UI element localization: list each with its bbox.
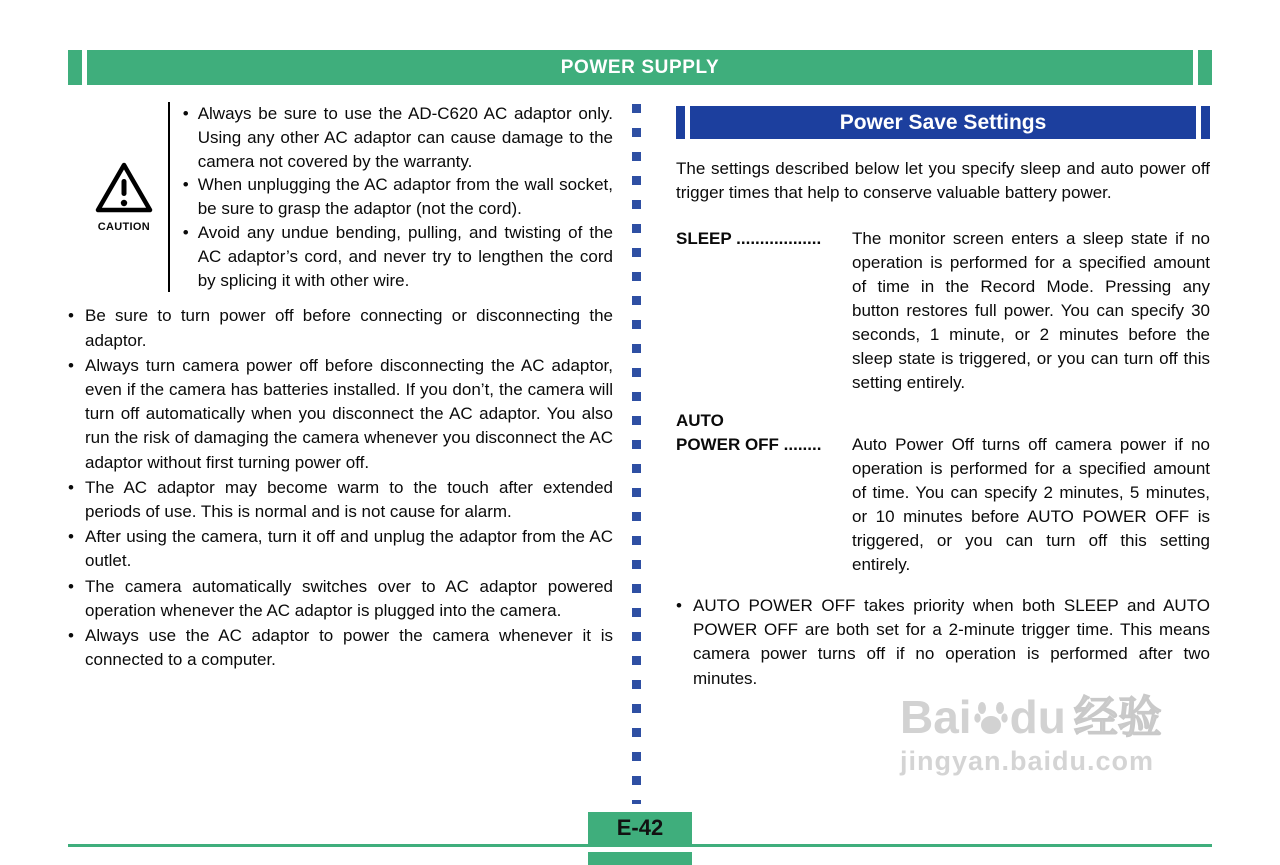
list-item-text: When unplugging the AC adaptor from the wall socket, be sure to grasp the adaptor (not the cord). bbox=[197, 175, 613, 219]
caution-block bbox=[84, 102, 613, 292]
section-bar bbox=[690, 106, 1196, 139]
section-intro: The settings described below let you specify sleep and auto power off trigger times that help to conserve valuable battery power. bbox=[676, 159, 1210, 202]
bullet-glyph: • bbox=[68, 626, 74, 646]
left-column bbox=[68, 102, 613, 673]
list-item-text: Avoid any undue bending, pulling, and twisting of the AC adaptor’s cord, and never try to lengthen the cord by splicing it with other wire. bbox=[197, 222, 613, 290]
bullet-glyph: • bbox=[182, 104, 189, 123]
bullet-glyph: • bbox=[68, 576, 74, 596]
list-item bbox=[183, 173, 613, 221]
list-item-text: Always use the AC adaptor to power the camera whenever it is connected to a computer. bbox=[85, 626, 613, 670]
baidu-watermark bbox=[900, 691, 1162, 777]
footer-tab bbox=[588, 852, 692, 865]
right-column bbox=[676, 106, 1210, 692]
dotted-divider bbox=[632, 104, 641, 804]
setting-auto-power-off bbox=[676, 433, 1210, 577]
section-left-cap bbox=[676, 106, 685, 139]
bullet-glyph: • bbox=[68, 355, 74, 375]
list-item-text: Be sure to turn power off before connecting or disconnecting the adaptor. bbox=[85, 306, 613, 350]
header-right-cap bbox=[1198, 50, 1212, 85]
setting-description: The monitor screen enters a sleep state if no operation is performed for a specified amount of time in the Record Mode. Pressing any button restores full power. You can specify 30 seconds, 1 minute, or 2 minutes before the sleep state is triggered, or you can turn off this setting entirely. bbox=[852, 229, 1210, 392]
watermark-logo-text: du bbox=[1009, 691, 1066, 743]
header-left-cap bbox=[68, 50, 82, 85]
list-item-text: The AC adaptor may become warm to the touch after extended periods of use. This is normal and is not cause for alarm. bbox=[85, 477, 613, 521]
caution-icon bbox=[95, 162, 153, 219]
list-item-text: After using the camera, turn it off and unplug the adaptor from the AC outlet. bbox=[85, 527, 613, 571]
footer-rule bbox=[68, 844, 1212, 847]
section-title: Power Save Settings bbox=[839, 110, 1047, 134]
power-save-notes bbox=[676, 594, 1210, 691]
header-bar bbox=[87, 50, 1193, 85]
setting-description: Auto Power Off turns off camera power if no operation is performed for a specified amount of time. You can specify 2 minutes, 5 minutes, or 10 minutes before AUTO POWER OFF is triggered, or you can turn off this setting entirely. bbox=[852, 435, 1210, 574]
bullet-glyph: • bbox=[68, 477, 74, 497]
list-item bbox=[183, 221, 613, 292]
setting-label: SLEEP .................. bbox=[676, 229, 822, 248]
setting-auto-line1: AUTO bbox=[676, 411, 724, 430]
list-item bbox=[68, 525, 613, 573]
setting-sleep bbox=[676, 227, 1210, 395]
list-item bbox=[68, 575, 613, 623]
bullet-glyph: • bbox=[676, 596, 682, 615]
page-number-text: E-42 bbox=[616, 815, 664, 840]
watermark-logo-text: Bai bbox=[900, 691, 972, 743]
page-title: POWER SUPPLY bbox=[560, 56, 720, 78]
bullet-glyph: • bbox=[182, 175, 189, 195]
setting-label: POWER OFF ........ bbox=[676, 435, 822, 454]
list-item bbox=[676, 594, 1210, 691]
bullet-glyph: • bbox=[68, 527, 74, 547]
bullet-glyph: • bbox=[182, 222, 189, 242]
list-item bbox=[183, 102, 613, 173]
list-item-text: The camera automatically switches over to AC adaptor powered operation whenever the AC adaptor is plugged into the camera. bbox=[85, 576, 613, 620]
caution-list bbox=[170, 102, 613, 292]
list-item-text: Always be sure to use the AD-C620 AC adaptor only. Using any other AC adaptor can cause damage to the camera not covered by the warranty. bbox=[197, 104, 613, 171]
list-item bbox=[68, 304, 613, 352]
watermark-url: jingyan.baidu.com bbox=[900, 746, 1155, 776]
caution-label: CAUTION bbox=[97, 220, 150, 233]
page-header bbox=[68, 50, 1212, 85]
list-item-text: Always turn camera power off before disconnecting the AC adaptor, even if the camera has batteries installed. If you don’t, the camera will turn off automatically when you disconnect the AC adaptor. You also run the risk of damaging the camera whenever you disconnect the AC adaptor without first turning power off. bbox=[85, 355, 613, 472]
watermark-cn-text: 经验 bbox=[1073, 693, 1162, 742]
list-item-text: AUTO POWER OFF takes priority when both SLEEP and AUTO POWER OFF are both set for a 2-minute trigger time. This means camera power turns off if no operation is performed after two minutes. bbox=[693, 596, 1210, 688]
list-item bbox=[68, 354, 613, 475]
caution-figure bbox=[84, 102, 164, 292]
list-item bbox=[68, 476, 613, 524]
watermark-logo bbox=[900, 691, 1162, 743]
paw-icon bbox=[974, 696, 1008, 742]
bullet-glyph: • bbox=[68, 306, 74, 326]
section-right-cap bbox=[1201, 106, 1210, 139]
power-supply-notes bbox=[68, 304, 613, 672]
section-header bbox=[676, 106, 1210, 139]
list-item bbox=[68, 624, 613, 672]
page-number bbox=[588, 812, 692, 844]
